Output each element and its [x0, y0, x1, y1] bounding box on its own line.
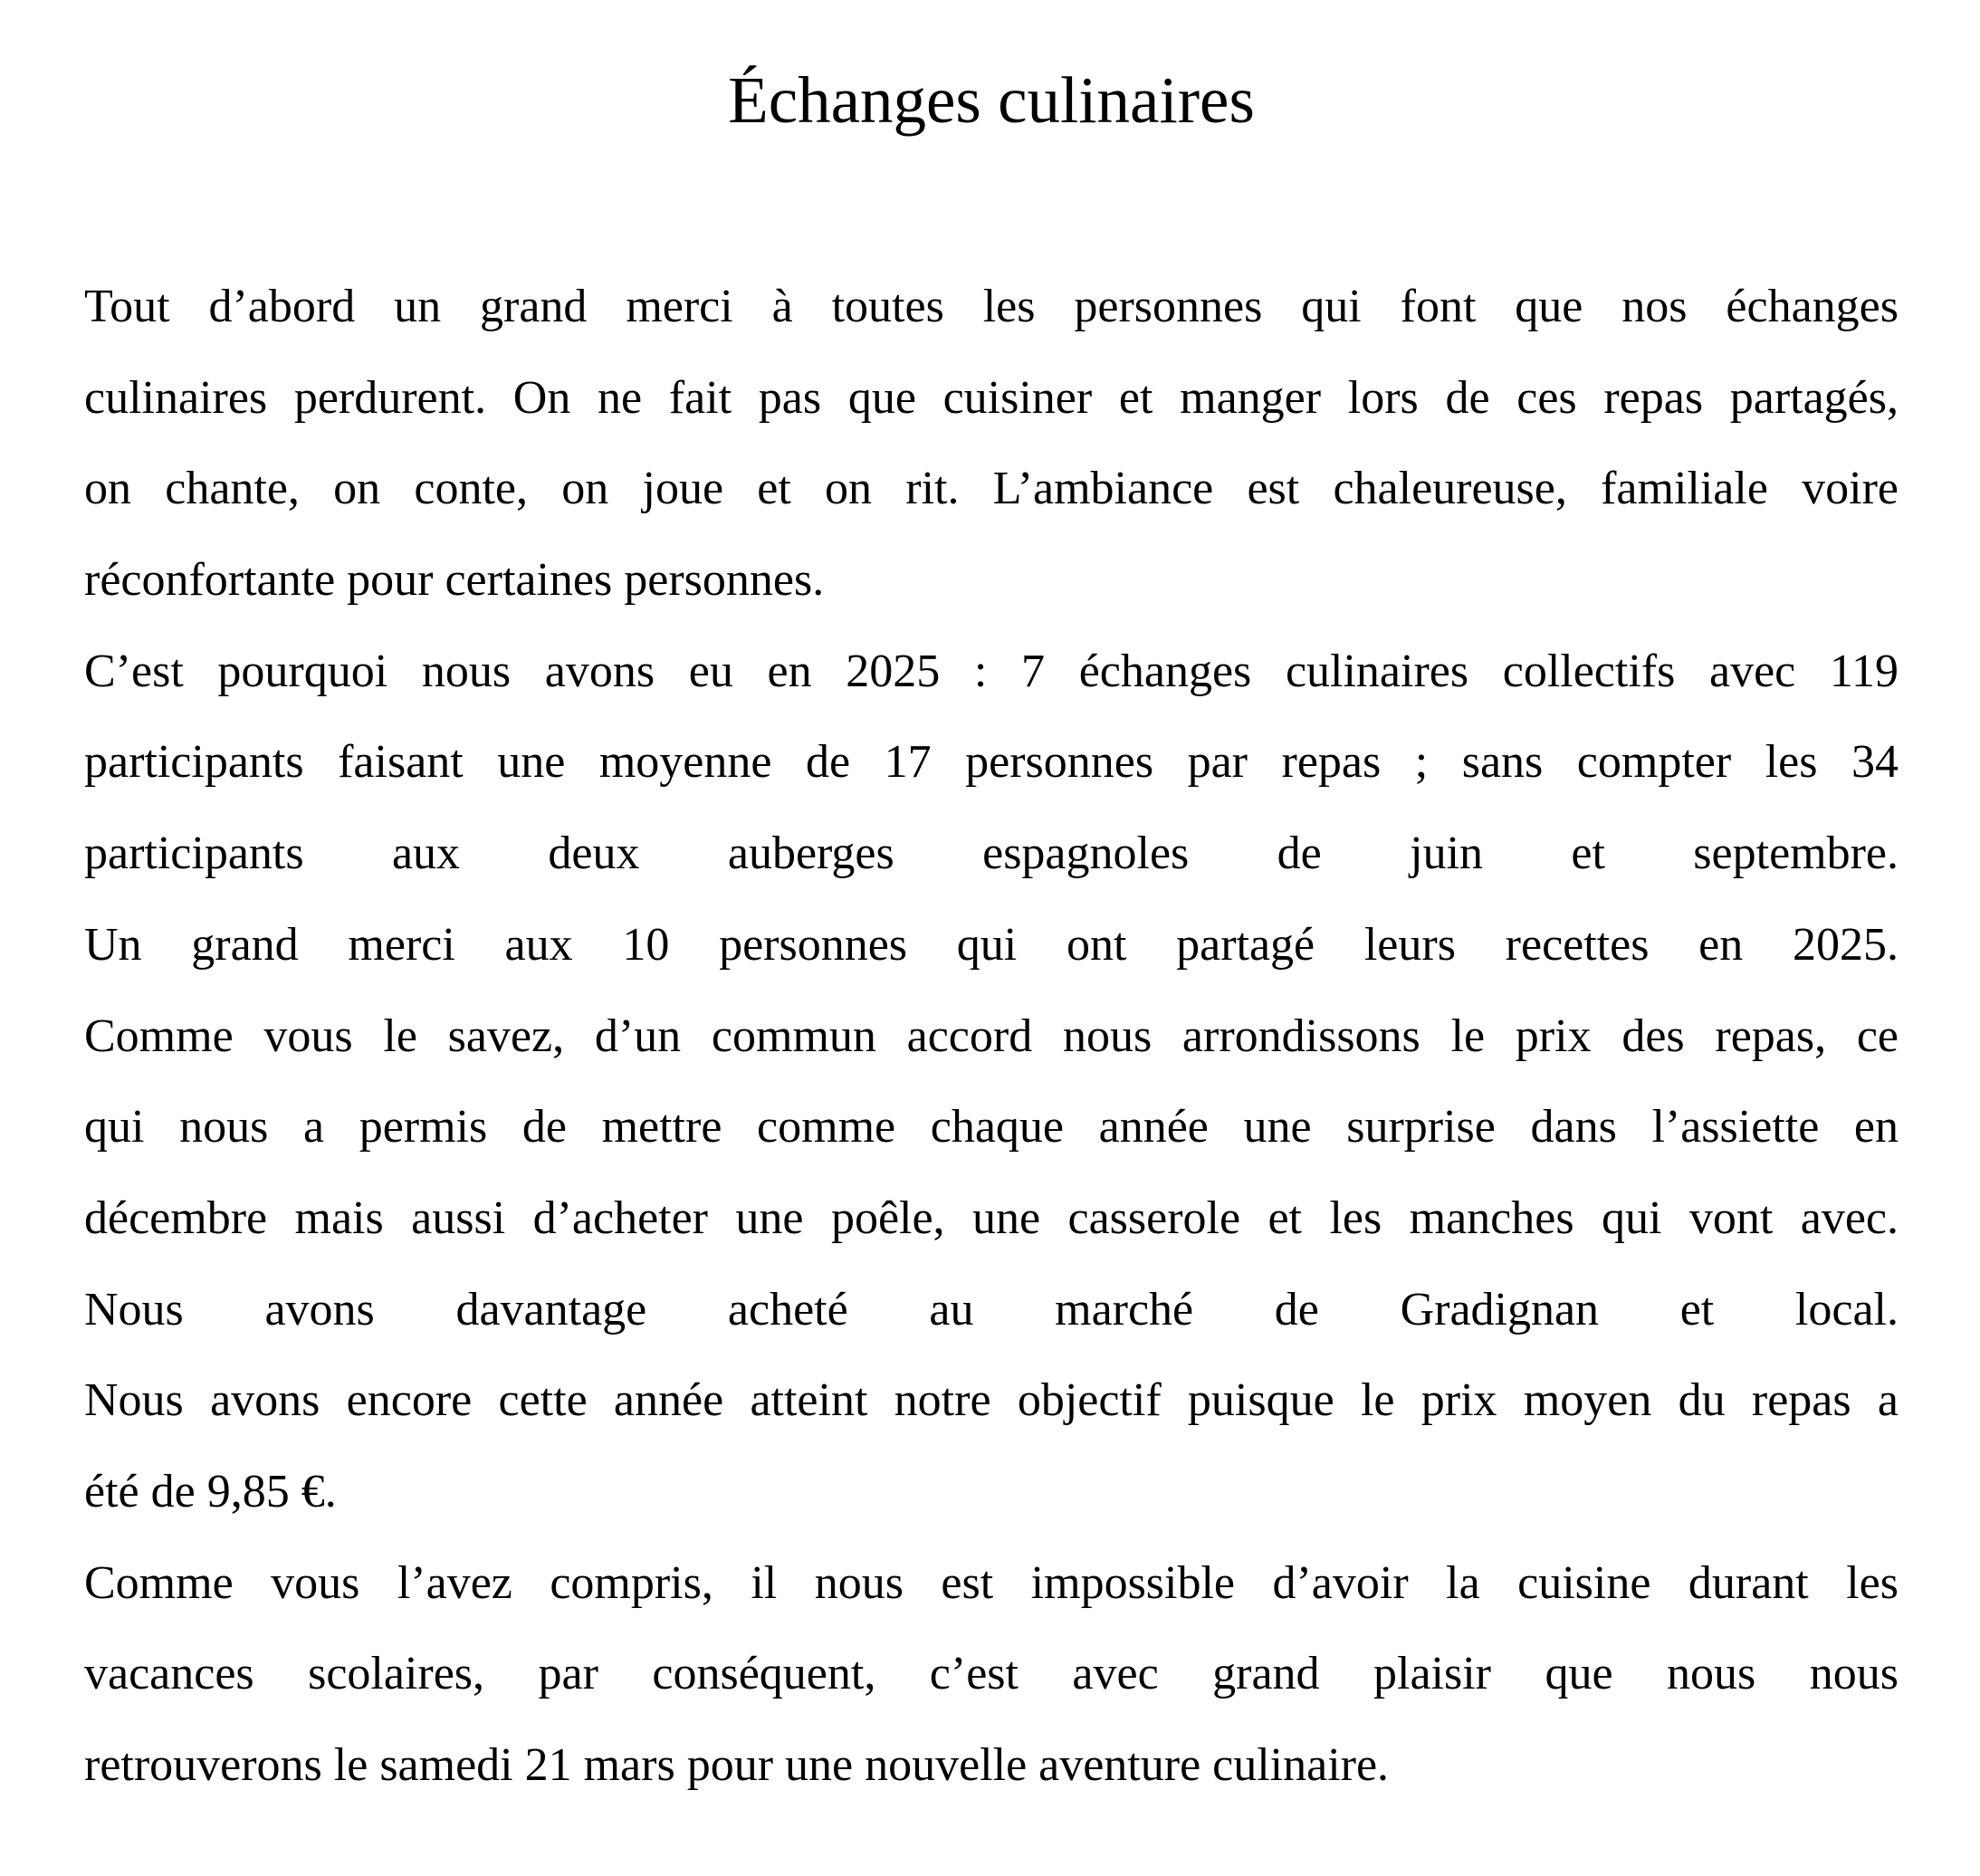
text-line: Comme vous le savez, d’un commun accord nous arrondissons le prix des repas, ce [84, 1010, 1899, 1062]
text-line: vacances scolaires, par conséquent, c’est avec grand plaisir que nous nous [84, 1648, 1899, 1700]
text-line: Nous avons encore cette année atteint notre objectif puisque le prix moyen du repas a [84, 1374, 1899, 1427]
text-line: retrouverons le samedi 21 mars pour une nouvelle aventure culinaire. [84, 1739, 1390, 1791]
document-title: Échanges culinaires [728, 63, 1255, 137]
text-line: participants aux deux auberges espagnoles de juin et septembre. [84, 828, 1899, 880]
text-line: Nous avons davantage acheté au marché de Gradignan et local. [84, 1283, 1899, 1335]
text-line: réconfortante pour certaines personnes. [84, 554, 825, 607]
text-line: culinaires perdurent. On ne fait pas que cuisiner et manger lors de ces repas partagés, [84, 371, 1899, 424]
text-line: Tout d’abord un grand merci à toutes les personnes qui font que nos échanges [84, 281, 1899, 332]
text-line: C’est pourquoi nous avons eu en 2025 : 7 échanges culinaires collectifs avec 119 [84, 645, 1899, 697]
text-line: été de 9,85 €. [84, 1465, 337, 1517]
text-line: on chante, on conte, on joue et on rit. L’ambiance est chaleureuse, familiale voire [84, 463, 1899, 515]
text-line: Comme vous l’avez compris, il nous est impossible d’avoir la cuisine durant les [84, 1556, 1899, 1609]
document-body [84, 262, 1899, 1812]
text-line: décembre mais aussi d’acheter une poêle, une casserole et les manches qui vont avec. [84, 1192, 1899, 1244]
text-line: participants faisant une moyenne de 17 personnes par repas ; sans compter les 34 [84, 736, 1899, 789]
text-line: Un grand merci aux 10 personnes qui ont partagé leurs recettes en 2025. [84, 918, 1899, 971]
text-line: qui nous a permis de mettre comme chaque année une surprise dans l’assiette en [84, 1101, 1899, 1153]
